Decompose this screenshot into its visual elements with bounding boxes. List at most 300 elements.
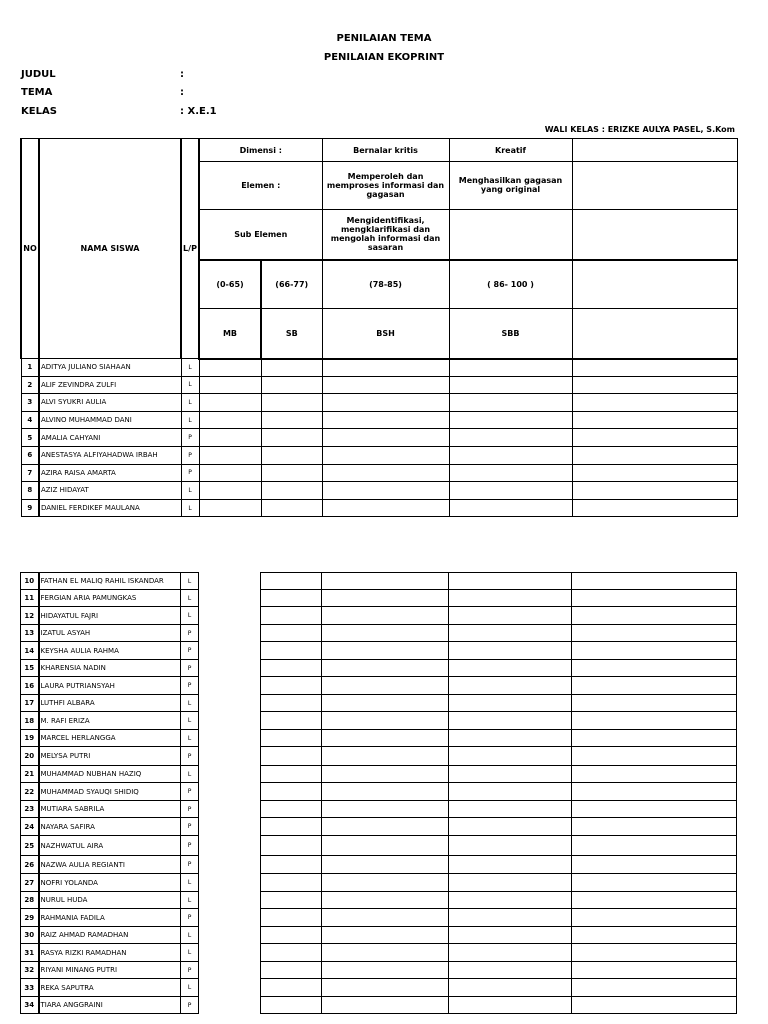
score-cell[interactable] — [199, 856, 261, 874]
judul-label: JUDUL — [21, 69, 56, 80]
score-cell[interactable] — [449, 874, 572, 892]
student-name: LAURA PUTRIANSYAH — [39, 677, 181, 695]
student-lp: L — [181, 979, 199, 997]
score-cell[interactable] — [449, 979, 572, 997]
score-cell[interactable] — [199, 909, 261, 927]
score-cell[interactable] — [199, 499, 261, 517]
score-cell[interactable] — [449, 783, 572, 801]
score-cell[interactable] — [199, 944, 261, 962]
student-no: 32 — [21, 962, 39, 979]
student-lp: L — [181, 607, 199, 625]
score-cell[interactable] — [322, 625, 449, 642]
score-cell[interactable] — [322, 464, 449, 482]
header-dimensi-kreatif: Kreatif — [449, 139, 572, 162]
header-elemen-1: Memperoleh dan memproses informasi dan gagasan — [322, 162, 449, 210]
assessment-table-2 — [20, 572, 737, 1014]
score-cell[interactable] — [199, 818, 261, 836]
student-row — [21, 573, 737, 590]
header-nama-siswa: NAMA SISWA — [39, 139, 181, 359]
student-no: 4 — [21, 411, 39, 429]
score-cell[interactable] — [322, 590, 449, 607]
score-cell[interactable] — [572, 607, 737, 625]
student-lp: P — [181, 818, 199, 836]
score-cell[interactable] — [449, 695, 572, 712]
student-name: MUTIARA SABRILA — [39, 801, 181, 818]
score-cell[interactable] — [261, 712, 322, 730]
score-cell[interactable] — [261, 573, 322, 590]
student-row — [21, 625, 737, 642]
student-name: LUTHFI ALBARA — [39, 695, 181, 712]
score-cell[interactable] — [322, 376, 449, 394]
header-empty — [572, 260, 737, 309]
score-cell[interactable] — [199, 642, 261, 660]
score-cell[interactable] — [572, 730, 737, 747]
student-no: 30 — [21, 927, 39, 944]
student-no: 16 — [21, 677, 39, 695]
score-cell[interactable] — [199, 997, 261, 1014]
score-cell[interactable] — [261, 359, 322, 377]
score-cell[interactable] — [199, 482, 261, 500]
page-subtitle: PENILAIAN EKOPRINT — [323, 52, 445, 63]
score-cell[interactable] — [449, 482, 572, 500]
score-cell[interactable] — [449, 747, 572, 766]
score-cell[interactable] — [261, 607, 322, 625]
score-cell[interactable] — [322, 394, 449, 412]
student-lp: P — [181, 962, 199, 979]
score-cell[interactable] — [261, 499, 322, 517]
score-cell[interactable] — [261, 625, 322, 642]
score-cell[interactable] — [449, 429, 572, 447]
score-cell[interactable] — [572, 394, 737, 412]
student-lp: L — [181, 590, 199, 607]
score-cell[interactable] — [449, 625, 572, 642]
score-cell[interactable] — [199, 836, 261, 856]
student-no: 23 — [21, 801, 39, 818]
student-row — [21, 783, 737, 801]
score-cell[interactable] — [322, 766, 449, 783]
score-cell[interactable] — [572, 429, 737, 447]
student-no: 18 — [21, 712, 39, 730]
student-no: 26 — [21, 856, 39, 874]
score-cell[interactable] — [572, 573, 737, 590]
student-row — [21, 766, 737, 783]
student-name: AMALIA CAHYANI — [39, 429, 181, 447]
student-no: 20 — [21, 747, 39, 766]
student-name: REKA SAPUTRA — [39, 979, 181, 997]
student-lp: L — [181, 411, 199, 429]
student-lp: P — [181, 783, 199, 801]
range-bsh: (78-85) — [322, 260, 449, 309]
score-cell[interactable] — [261, 927, 322, 944]
student-lp: L — [181, 376, 199, 394]
score-cell[interactable] — [322, 892, 449, 909]
score-cell[interactable] — [322, 411, 449, 429]
score-cell[interactable] — [449, 712, 572, 730]
student-row — [21, 712, 737, 730]
score-cell[interactable] — [199, 801, 261, 818]
score-cell[interactable] — [449, 573, 572, 590]
score-cell[interactable] — [199, 892, 261, 909]
score-cell[interactable] — [449, 730, 572, 747]
score-cell[interactable] — [572, 464, 737, 482]
score-cell[interactable] — [199, 677, 261, 695]
header-lp: L/P — [181, 139, 199, 359]
score-cell[interactable] — [199, 376, 261, 394]
score-cell[interactable] — [261, 783, 322, 801]
header-dimensi-bernalar: Bernalar kritis — [322, 139, 449, 162]
student-row — [21, 747, 737, 766]
student-lp: L — [181, 482, 199, 500]
student-no: 7 — [21, 464, 39, 482]
student-name: MARCEL HERLANGGA — [39, 730, 181, 747]
score-cell[interactable] — [199, 783, 261, 801]
score-cell[interactable] — [449, 856, 572, 874]
student-name: NAZHWATUL AIRA — [39, 836, 181, 856]
score-cell[interactable] — [572, 892, 737, 909]
score-cell[interactable] — [449, 962, 572, 979]
score-cell[interactable] — [572, 660, 737, 677]
score-cell[interactable] — [572, 482, 737, 500]
score-cell[interactable] — [199, 962, 261, 979]
score-cell[interactable] — [199, 607, 261, 625]
score-cell[interactable] — [449, 394, 572, 412]
score-cell[interactable] — [572, 499, 737, 517]
student-no: 6 — [21, 446, 39, 464]
score-cell[interactable] — [572, 376, 737, 394]
header-sub-elemen-1: Mengidentifikasi, mengklarifikasi dan mengolah informasi dan sasaran — [322, 210, 449, 260]
score-cell[interactable] — [449, 376, 572, 394]
score-cell[interactable] — [449, 499, 572, 517]
score-cell[interactable] — [449, 801, 572, 818]
score-cell[interactable] — [199, 394, 261, 412]
student-row — [21, 909, 737, 927]
student-row — [21, 429, 737, 447]
student-name: MELYSA PUTRI — [39, 747, 181, 766]
score-cell[interactable] — [199, 446, 261, 464]
score-cell[interactable] — [199, 712, 261, 730]
score-cell[interactable] — [322, 730, 449, 747]
student-lp: P — [181, 677, 199, 695]
score-cell[interactable] — [261, 892, 322, 909]
student-name: IZATUL ASYAH — [39, 625, 181, 642]
score-cell[interactable] — [572, 359, 737, 377]
student-lp: P — [181, 625, 199, 642]
score-cell[interactable] — [572, 747, 737, 766]
score-cell[interactable] — [199, 573, 261, 590]
score-cell[interactable] — [322, 359, 449, 377]
student-no: 29 — [21, 909, 39, 927]
score-cell[interactable] — [261, 909, 322, 927]
student-lp: P — [181, 801, 199, 818]
score-cell[interactable] — [322, 677, 449, 695]
score-cell[interactable] — [199, 625, 261, 642]
score-cell[interactable] — [322, 660, 449, 677]
student-name: DANIEL FERDIKEF MAULANA — [39, 499, 181, 517]
student-row — [21, 979, 737, 997]
score-cell[interactable] — [449, 909, 572, 927]
score-cell[interactable] — [199, 874, 261, 892]
student-row — [21, 482, 737, 500]
range-sb: (66-77) — [261, 260, 322, 309]
score-cell[interactable] — [572, 625, 737, 642]
score-cell[interactable] — [261, 394, 322, 412]
student-lp: L — [181, 892, 199, 909]
score-cell[interactable] — [261, 836, 322, 856]
score-cell[interactable] — [322, 874, 449, 892]
score-cell[interactable] — [449, 590, 572, 607]
grade-bsh: BSH — [322, 309, 449, 359]
student-no: 17 — [21, 695, 39, 712]
score-cell[interactable] — [261, 464, 322, 482]
student-name: ALVINO MUHAMMAD DANI — [39, 411, 181, 429]
student-no: 14 — [21, 642, 39, 660]
student-lp: L — [181, 927, 199, 944]
student-name: FERGIAN ARIA PAMUNGKAS — [39, 590, 181, 607]
student-name: RIYANI MINANG PUTRI — [39, 962, 181, 979]
student-no: 2 — [21, 376, 39, 394]
score-cell[interactable] — [449, 677, 572, 695]
score-cell[interactable] — [261, 411, 322, 429]
student-row — [21, 874, 737, 892]
student-no: 25 — [21, 836, 39, 856]
header-empty — [572, 309, 737, 359]
score-cell[interactable] — [449, 836, 572, 856]
student-no: 1 — [21, 359, 39, 377]
score-cell[interactable] — [572, 801, 737, 818]
score-cell[interactable] — [322, 836, 449, 856]
student-no: 12 — [21, 607, 39, 625]
score-cell[interactable] — [199, 730, 261, 747]
student-row — [21, 962, 737, 979]
header-sub-elemen: Sub Elemen — [199, 210, 322, 260]
score-cell[interactable] — [572, 836, 737, 856]
score-cell[interactable] — [322, 818, 449, 836]
student-name: AZIZ HIDAYAT — [39, 482, 181, 500]
score-cell[interactable] — [572, 856, 737, 874]
score-cell[interactable] — [572, 944, 737, 962]
score-cell[interactable] — [322, 573, 449, 590]
score-cell[interactable] — [199, 429, 261, 447]
score-cell[interactable] — [322, 944, 449, 962]
grade-sb: SB — [261, 309, 322, 359]
score-cell[interactable] — [449, 411, 572, 429]
student-name: M. RAFI ERIZA — [39, 712, 181, 730]
score-cell[interactable] — [449, 818, 572, 836]
score-cell[interactable] — [261, 979, 322, 997]
student-row — [21, 801, 737, 818]
score-cell[interactable] — [322, 499, 449, 517]
score-cell[interactable] — [261, 429, 322, 447]
score-cell[interactable] — [261, 962, 322, 979]
score-cell[interactable] — [322, 856, 449, 874]
score-cell[interactable] — [572, 411, 737, 429]
score-cell[interactable] — [261, 997, 322, 1014]
score-cell[interactable] — [322, 712, 449, 730]
student-no: 11 — [21, 590, 39, 607]
score-cell[interactable] — [449, 944, 572, 962]
student-name: RASYA RIZKI RAMADHAN — [39, 944, 181, 962]
score-cell[interactable] — [322, 783, 449, 801]
score-cell[interactable] — [261, 747, 322, 766]
score-cell[interactable] — [449, 642, 572, 660]
score-cell[interactable] — [199, 766, 261, 783]
score-cell[interactable] — [261, 660, 322, 677]
score-cell[interactable] — [449, 464, 572, 482]
score-cell[interactable] — [261, 766, 322, 783]
student-lp: P — [181, 464, 199, 482]
student-row — [21, 944, 737, 962]
score-cell[interactable] — [572, 979, 737, 997]
student-lp: L — [181, 394, 199, 412]
score-cell[interactable] — [322, 695, 449, 712]
score-cell[interactable] — [572, 712, 737, 730]
score-cell[interactable] — [572, 962, 737, 979]
score-cell[interactable] — [322, 927, 449, 944]
score-cell[interactable] — [322, 747, 449, 766]
student-row — [21, 590, 737, 607]
score-cell[interactable] — [449, 660, 572, 677]
score-cell[interactable] — [199, 927, 261, 944]
student-name: ADITYA JULIANO SIAHAAN — [39, 359, 181, 377]
score-cell[interactable] — [572, 818, 737, 836]
student-row — [21, 856, 737, 874]
score-cell[interactable] — [322, 607, 449, 625]
student-no: 28 — [21, 892, 39, 909]
student-row — [21, 997, 737, 1014]
score-cell[interactable] — [449, 997, 572, 1014]
student-no: 5 — [21, 429, 39, 447]
student-no: 10 — [21, 573, 39, 590]
student-lp: P — [181, 446, 199, 464]
student-name: HIDAYATUL FAJRI — [39, 607, 181, 625]
student-no: 8 — [21, 482, 39, 500]
score-cell[interactable] — [449, 927, 572, 944]
score-cell[interactable] — [199, 660, 261, 677]
grade-sbb: SBB — [449, 309, 572, 359]
student-lp: P — [181, 836, 199, 856]
score-cell[interactable] — [572, 874, 737, 892]
score-cell[interactable] — [572, 909, 737, 927]
score-cell[interactable] — [449, 766, 572, 783]
score-cell[interactable] — [449, 607, 572, 625]
kelas-label: KELAS — [21, 106, 57, 117]
score-cell[interactable] — [261, 730, 322, 747]
student-lp: L — [181, 359, 199, 377]
student-lp: P — [181, 429, 199, 447]
score-cell[interactable] — [261, 695, 322, 712]
score-cell[interactable] — [322, 642, 449, 660]
header-dimensi: Dimensi : — [199, 139, 322, 162]
score-cell[interactable] — [572, 677, 737, 695]
student-name: KHARENSIA NADIN — [39, 660, 181, 677]
student-name: ALIF ZEVINDRA ZULFI — [39, 376, 181, 394]
student-name: TIARA ANGGRAINI — [39, 997, 181, 1014]
student-no: 27 — [21, 874, 39, 892]
score-cell[interactable] — [322, 429, 449, 447]
score-cell[interactable] — [261, 874, 322, 892]
student-row — [21, 730, 737, 747]
score-cell[interactable] — [322, 997, 449, 1014]
score-cell[interactable] — [322, 979, 449, 997]
score-cell[interactable] — [572, 590, 737, 607]
student-row — [21, 695, 737, 712]
student-name: MUHAMMAD NUBHAN HAZIQ — [39, 766, 181, 783]
score-cell[interactable] — [322, 801, 449, 818]
score-cell[interactable] — [199, 695, 261, 712]
score-cell[interactable] — [199, 747, 261, 766]
student-row — [21, 927, 737, 944]
header-empty — [449, 210, 572, 260]
student-no: 15 — [21, 660, 39, 677]
student-no: 24 — [21, 818, 39, 836]
score-cell[interactable] — [261, 677, 322, 695]
score-cell[interactable] — [449, 359, 572, 377]
student-row — [21, 464, 737, 482]
student-row — [21, 359, 737, 377]
score-cell[interactable] — [199, 590, 261, 607]
score-cell[interactable] — [261, 944, 322, 962]
student-no: 21 — [21, 766, 39, 783]
score-cell[interactable] — [322, 446, 449, 464]
score-cell[interactable] — [572, 766, 737, 783]
student-name: NAZWA AULIA REGIANTI — [39, 856, 181, 874]
score-cell[interactable] — [261, 446, 322, 464]
tema-label: TEMA — [21, 87, 53, 98]
student-lp: P — [181, 856, 199, 874]
score-cell[interactable] — [322, 482, 449, 500]
score-cell[interactable] — [322, 962, 449, 979]
assessment-table-1 — [20, 138, 738, 517]
student-name: NOFRI YOLANDA — [39, 874, 181, 892]
student-no: 34 — [21, 997, 39, 1014]
header-elemen: Elemen : — [199, 162, 322, 210]
score-cell[interactable] — [199, 359, 261, 377]
score-cell[interactable] — [572, 927, 737, 944]
student-lp: P — [181, 660, 199, 677]
score-cell[interactable] — [572, 446, 737, 464]
score-cell[interactable] — [261, 801, 322, 818]
score-cell[interactable] — [572, 695, 737, 712]
student-no: 3 — [21, 394, 39, 412]
score-cell[interactable] — [199, 979, 261, 997]
score-cell[interactable] — [199, 411, 261, 429]
score-cell[interactable] — [261, 642, 322, 660]
student-name: NURUL HUDA — [39, 892, 181, 909]
score-cell[interactable] — [322, 909, 449, 927]
score-cell[interactable] — [572, 997, 737, 1014]
range-mb: (0-65) — [199, 260, 261, 309]
score-cell[interactable] — [449, 446, 572, 464]
student-no: 13 — [21, 625, 39, 642]
score-cell[interactable] — [449, 892, 572, 909]
score-cell[interactable] — [572, 642, 737, 660]
student-lp: L — [181, 499, 199, 517]
score-cell[interactable] — [261, 856, 322, 874]
student-name: KEYSHA AULIA RAHMA — [39, 642, 181, 660]
score-cell[interactable] — [261, 376, 322, 394]
score-cell[interactable] — [572, 783, 737, 801]
score-cell[interactable] — [261, 482, 322, 500]
score-cell[interactable] — [261, 590, 322, 607]
student-lp: L — [181, 695, 199, 712]
student-row — [21, 446, 737, 464]
student-lp: P — [181, 642, 199, 660]
student-lp: P — [181, 997, 199, 1014]
score-cell[interactable] — [199, 464, 261, 482]
header-no: NO — [21, 139, 39, 359]
student-lp: L — [181, 573, 199, 590]
score-cell[interactable] — [261, 818, 322, 836]
